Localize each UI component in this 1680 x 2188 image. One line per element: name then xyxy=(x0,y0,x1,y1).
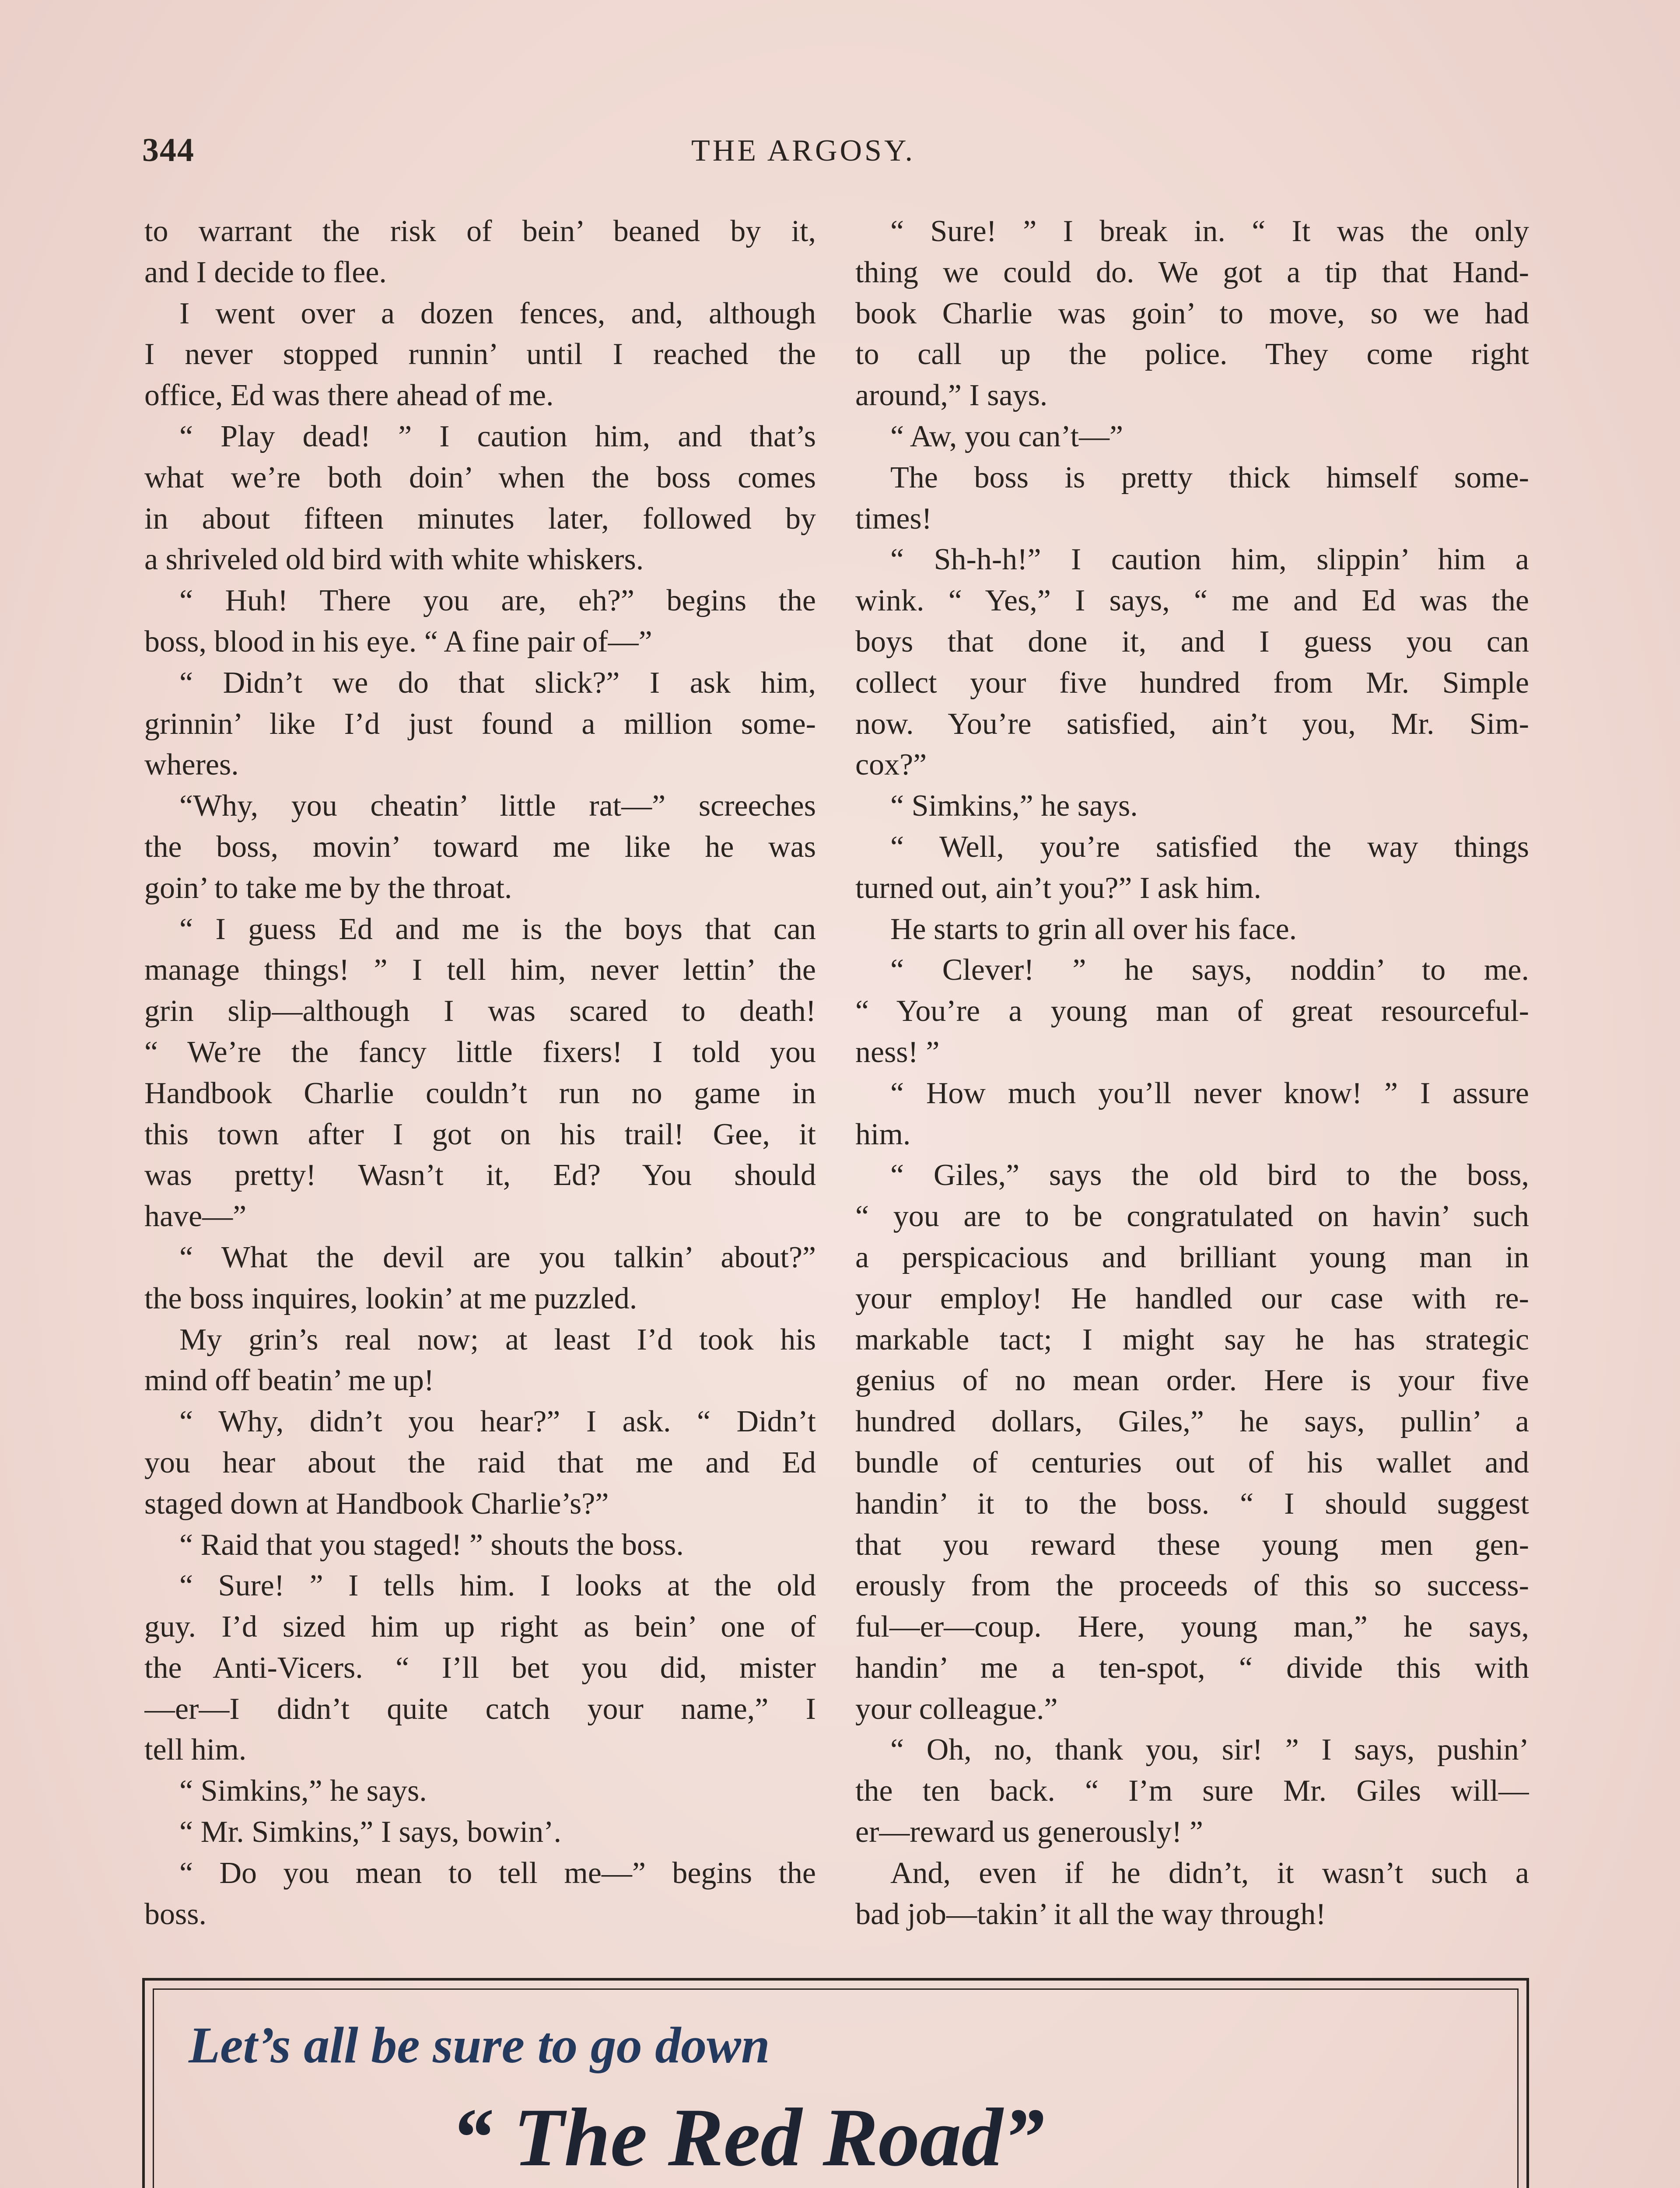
text-line: cox?” xyxy=(855,748,927,782)
text-line: tell him. xyxy=(144,1733,247,1767)
text-line: wheres. xyxy=(144,748,239,782)
text-line: —er—I didn’t quite catch your name,” I xyxy=(144,1692,816,1726)
text-line: My grin’s real now; at least I’d took his xyxy=(179,1322,816,1357)
text-line: “ Do you mean to tell me—” begins the xyxy=(179,1856,816,1890)
text-line: have—” xyxy=(144,1199,247,1234)
text-line: Handbook Charlie couldn’t run no game in xyxy=(144,1076,816,1110)
text-line: “ Oh, no, thank you, sir! ” I says, pushin’ xyxy=(890,1733,1529,1767)
text-line: goin’ to take me by the throat. xyxy=(144,871,512,905)
text-line: “ Giles,” says the old bird to the boss, xyxy=(890,1158,1529,1192)
text-line: boss, blood in his eye. “ A fine pair of—” xyxy=(144,624,652,659)
text-line: “ How much you’ll never know! ” I assure xyxy=(890,1076,1529,1110)
text-line: the ten back. “ I’m sure Mr. Giles will— xyxy=(855,1774,1529,1808)
text-line: “ Clever! ” he says, noddin’ to me. xyxy=(890,953,1529,987)
text-line: what we’re both doin’ when the boss comes xyxy=(144,460,816,494)
magazine-title: THE ARGOSY. xyxy=(691,134,916,168)
text-line: a perspicacious and brilliant young man in xyxy=(855,1240,1529,1274)
text-line: grinnin’ like I’d just found a million some- xyxy=(144,707,816,741)
text-line: grin slip—although I was scared to death! xyxy=(144,994,816,1028)
text-line: “ Raid that you staged! ” shouts the boss. xyxy=(179,1528,684,1562)
text-line: “ We’re the fancy little fixers! I told you xyxy=(144,1035,816,1069)
text-line: “ Sure! ” I tells him. I looks at the old xyxy=(179,1569,816,1603)
text-line: “ Aw, you can’t—” xyxy=(890,419,1124,453)
text-line: I never stopped runnin’ until I reached the xyxy=(144,337,816,372)
text-line: “ Simkins,” he says. xyxy=(179,1774,427,1808)
text-line: ful—er—coup. Here, young man,” he says, xyxy=(855,1610,1529,1644)
text-line: “ Sh-h-h!” I caution him, slippin’ him a xyxy=(890,543,1529,577)
text-line: mind off beatin’ me up! xyxy=(144,1364,434,1398)
text-line: manage things! ” I tell him, never lettin’ the xyxy=(144,953,816,987)
text-line: er—reward us generously! ” xyxy=(855,1815,1203,1849)
text-line: bad job—takin’ it all the way through! xyxy=(855,1897,1326,1931)
text-line: “ Well, you’re satisfied the way things xyxy=(890,830,1529,864)
text-line: him. xyxy=(855,1117,911,1151)
text-line: that you reward these young men gen- xyxy=(855,1528,1529,1562)
page-number: 344 xyxy=(142,132,195,168)
left-text-column xyxy=(144,211,816,1935)
text-line: the boss, movin’ toward me like he was xyxy=(144,830,816,864)
text-line: now. You’re satisfied, ain’t you, Mr. Sim- xyxy=(855,707,1529,741)
text-line: He starts to grin all over his face. xyxy=(890,912,1297,946)
text-line: office, Ed was there ahead of me. xyxy=(144,379,554,413)
text-line: your employ! He handled our case with re- xyxy=(855,1281,1529,1315)
text-line: ness! ” xyxy=(855,1035,940,1069)
ad-story-title: “ The Red Road” xyxy=(451,2092,1045,2184)
text-line: book Charlie was goin’ to move, so we had xyxy=(855,296,1529,330)
text-line: “ you are to be congratulated on havin’ such xyxy=(855,1199,1529,1234)
text-line: guy. I’d sized him up right as bein’ one of xyxy=(144,1610,816,1644)
text-line: “ Why, didn’t you hear?” I ask. “ Didn’t xyxy=(179,1405,816,1439)
text-line: “ Play dead! ” I caution him, and that’s xyxy=(179,419,816,453)
text-line: this town after I got on his trail! Gee, it xyxy=(144,1117,816,1151)
text-line: “ Mr. Simkins,” I says, bowin’. xyxy=(179,1815,562,1849)
ad-tagline: Let’s all be sure to go down xyxy=(189,2016,770,2074)
text-line: hundred dollars, Giles,” he says, pullin’ a xyxy=(855,1405,1529,1439)
text-line: wink. “ Yes,” I says, “ me and Ed was the xyxy=(855,584,1529,618)
text-line: I went over a dozen fences, and, although xyxy=(179,296,816,330)
text-line: “ Didn’t we do that slick?” I ask him, xyxy=(179,666,816,700)
text-line: “ I guess Ed and me is the boys that can xyxy=(179,912,816,946)
text-line: the boss inquires, lookin’ at me puzzled. xyxy=(144,1281,637,1315)
text-line: in about fifteen minutes later, followed by xyxy=(144,501,816,536)
text-line: times! xyxy=(855,501,932,536)
text-line: “ What the devil are you talkin’ about?” xyxy=(179,1240,816,1274)
text-line: markable tact; I might say he has strategic xyxy=(855,1322,1529,1357)
text-line: “ Huh! There you are, eh?” begins the xyxy=(179,584,816,618)
text-line: staged down at Handbook Charlie’s?” xyxy=(144,1487,609,1521)
text-line: your colleague.” xyxy=(855,1692,1058,1726)
text-line: handin’ me a ten-spot, “ divide this with xyxy=(855,1651,1529,1685)
text-line: thing we could do. We got a tip that Hand- xyxy=(855,255,1529,289)
text-line: boss. xyxy=(144,1897,206,1931)
text-line: around,” I says. xyxy=(855,379,1048,413)
advertisement-box xyxy=(142,1978,1529,2188)
text-line: handin’ it to the boss. “ I should suggest xyxy=(855,1487,1529,1521)
text-line: erously from the proceeds of this so success- xyxy=(855,1569,1529,1603)
text-line: “ You’re a young man of great resourceful- xyxy=(855,994,1529,1028)
text-line: bundle of centuries out of his wallet and xyxy=(855,1445,1529,1480)
right-text-column xyxy=(855,211,1529,1935)
text-line: you hear about the raid that me and Ed xyxy=(144,1445,816,1480)
text-line: collect your five hundred from Mr. Simple xyxy=(855,666,1529,700)
text-line: genius of no mean order. Here is your five xyxy=(855,1364,1529,1398)
text-line: a shriveled old bird with white whiskers. xyxy=(144,543,644,577)
text-line: “Why, you cheatin’ little rat—” screeches xyxy=(179,789,816,823)
text-line: The boss is pretty thick himself some- xyxy=(890,460,1529,494)
text-line: was pretty! Wasn’t it, Ed? You should xyxy=(144,1158,816,1192)
text-line: “ Simkins,” he says. xyxy=(890,789,1138,823)
text-line: to warrant the risk of bein’ beaned by it, xyxy=(144,214,816,248)
text-line: turned out, ain’t you?” I ask him. xyxy=(855,871,1261,905)
text-line: And, even if he didn’t, it wasn’t such a xyxy=(890,1856,1529,1890)
text-line: and I decide to flee. xyxy=(144,255,387,289)
text-line: boys that done it, and I guess you can xyxy=(855,624,1529,659)
text-line: to call up the police. They come right xyxy=(855,337,1529,372)
text-line: the Anti-Vicers. “ I’ll bet you did, mister xyxy=(144,1651,816,1685)
text-line: “ Sure! ” I break in. “ It was the only xyxy=(890,214,1529,248)
